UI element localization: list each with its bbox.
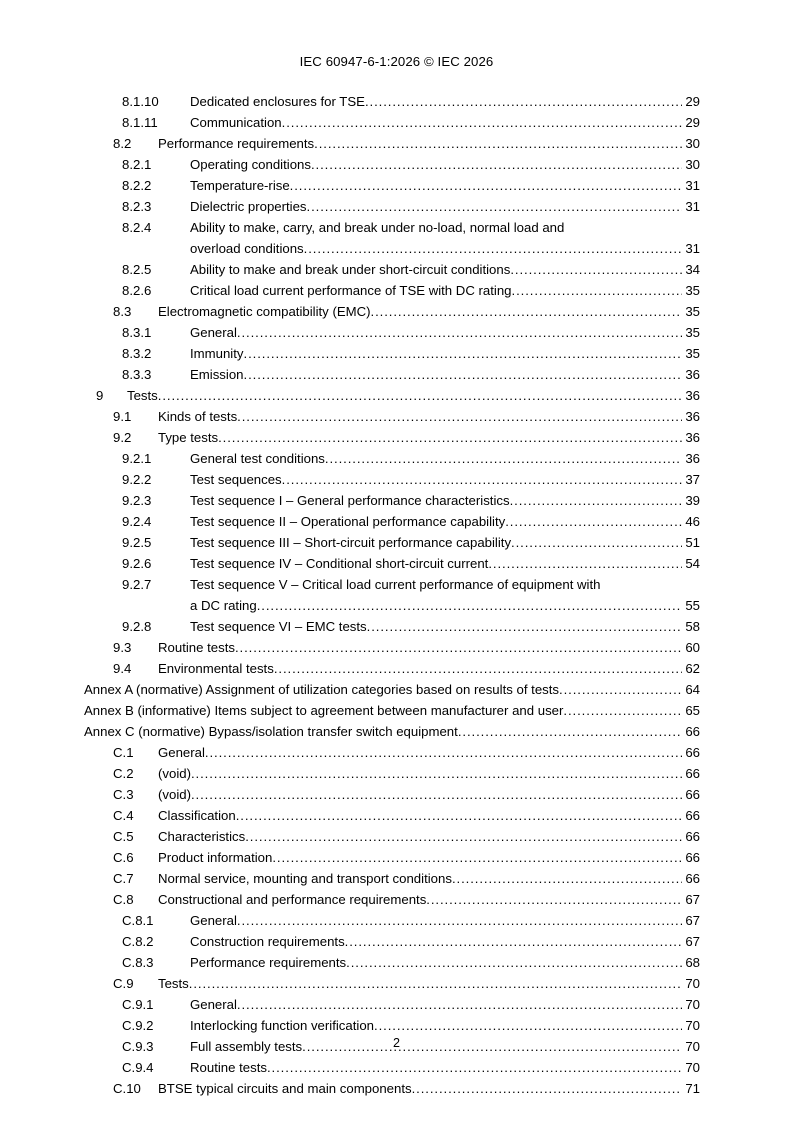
toc-leader-dots (510, 490, 682, 511)
toc-entry-number: C.8 (113, 892, 134, 907)
toc-entry-title: Dielectric properties (190, 199, 307, 214)
toc-entry[interactable] (0, 721, 793, 742)
toc-entry-number: 8.2.6 (122, 283, 152, 298)
toc-entry-number: 8.2.2 (122, 178, 152, 193)
toc-entry-title: Operating conditions (190, 157, 311, 172)
toc-entry-title: Tests (127, 388, 158, 403)
toc-entry-title-continued: overload conditions (190, 241, 304, 256)
toc-entry-number: 9.4 (113, 661, 132, 676)
toc-entry-number: C.6 (113, 850, 134, 865)
toc-leader-dots (191, 763, 682, 784)
toc-entry-page: 70 (685, 976, 700, 991)
toc-entry-title: (void) (158, 787, 191, 802)
toc-entry[interactable] (0, 994, 793, 1015)
toc-entry[interactable] (0, 469, 793, 490)
toc-entry-number: C.3 (113, 787, 134, 802)
toc-entry-page: 64 (685, 682, 700, 697)
toc-entry[interactable] (0, 259, 793, 280)
toc-entry-title: Product information (158, 850, 273, 865)
toc-leader-dots (412, 1078, 682, 1099)
toc-entry-number: 9.2.3 (122, 493, 152, 508)
toc-entry[interactable] (0, 490, 793, 511)
toc-entry-page: 30 (685, 157, 700, 172)
toc-entry[interactable] (0, 637, 793, 658)
toc-leader-dots (458, 721, 682, 742)
table-of-contents (0, 91, 793, 1099)
toc-leader-dots (218, 427, 682, 448)
toc-entry[interactable] (0, 679, 793, 700)
toc-entry-page: 71 (685, 1081, 700, 1096)
toc-entry-title: Electromagnetic compatibility (EMC) (158, 304, 371, 319)
toc-entry-number: C.1 (113, 745, 134, 760)
toc-entry-number: 8.1.11 (122, 115, 158, 130)
toc-leader-dots (244, 364, 683, 385)
toc-entry-page: 36 (685, 451, 700, 466)
toc-entry-title: Ability to make, carry, and break under no-load, normal load and (190, 220, 565, 235)
toc-leader-dots (371, 301, 682, 322)
toc-leader-dots (290, 175, 682, 196)
toc-entry-page: 70 (685, 1018, 700, 1033)
toc-leader-dots (274, 658, 682, 679)
toc-entry[interactable] (0, 91, 793, 112)
toc-entry-page: 66 (685, 871, 700, 886)
toc-entry-page: 31 (685, 199, 700, 214)
toc-entry-number: 9.2.6 (122, 556, 152, 571)
toc-entry-page: 60 (685, 640, 700, 655)
toc-leader-dots (244, 343, 683, 364)
toc-entry[interactable] (0, 763, 793, 784)
toc-entry-page: 36 (685, 430, 700, 445)
toc-entry-number: 9 (96, 388, 104, 403)
toc-entry-number: 9.2.1 (122, 451, 152, 466)
toc-entry-number: C.4 (113, 808, 134, 823)
toc-entry-number: C.8.2 (122, 934, 154, 949)
toc-entry[interactable] (0, 301, 793, 322)
toc-entry[interactable] (0, 175, 793, 196)
toc-entry-page: 66 (685, 829, 700, 844)
toc-entry-title: Test sequence V – Critical load current performance of equipment with (190, 577, 601, 592)
toc-entry-number: C.9 (113, 976, 134, 991)
toc-leader-dots (365, 91, 682, 112)
toc-entry-number: C.7 (113, 871, 134, 886)
toc-leader-dots (191, 784, 682, 805)
toc-leader-dots (282, 112, 682, 133)
toc-entry[interactable] (0, 427, 793, 448)
toc-leader-dots (559, 679, 682, 700)
toc-leader-dots (426, 889, 682, 910)
toc-entry-title: Ability to make and break under short-circuit conditions (190, 262, 511, 277)
toc-entry-page: 35 (685, 304, 700, 319)
toc-entry[interactable] (0, 805, 793, 826)
toc-entry[interactable] (0, 532, 793, 553)
toc-entry-page: 35 (685, 283, 700, 298)
toc-leader-dots (245, 826, 682, 847)
toc-entry-title-continued: a DC rating (190, 598, 257, 613)
toc-entry-number: C.8.3 (122, 955, 154, 970)
toc-leader-dots (236, 805, 682, 826)
toc-entry-title: BTSE typical circuits and main components (158, 1081, 412, 1096)
toc-leader-dots (237, 406, 682, 427)
toc-entry-number: 9.2 (113, 430, 132, 445)
toc-entry[interactable] (0, 1057, 793, 1078)
toc-entry-page: 62 (685, 661, 700, 676)
toc-entry-title: Routine tests (190, 1060, 267, 1075)
toc-entry-number: 9.1 (113, 409, 132, 424)
toc-entry-number: 8.2.5 (122, 262, 152, 277)
toc-leader-dots (237, 322, 682, 343)
toc-entry[interactable] (0, 847, 793, 868)
toc-entry[interactable] (0, 931, 793, 952)
toc-entry-title: Dedicated enclosures for TSE (190, 94, 365, 109)
toc-leader-dots (345, 931, 682, 952)
toc-entry-title: General (190, 325, 237, 340)
toc-entry-title: Emission (190, 367, 244, 382)
toc-leader-dots (325, 448, 682, 469)
toc-entry-page: 66 (685, 787, 700, 802)
toc-entry-title: Critical load current performance of TSE with DC rating (190, 283, 512, 298)
toc-entry[interactable] (0, 112, 793, 133)
toc-entry[interactable] (0, 406, 793, 427)
toc-entry-number: C.8.1 (122, 913, 154, 928)
toc-leader-dots (304, 238, 682, 259)
toc-entry-number: C.2 (113, 766, 134, 781)
toc-leader-dots (272, 847, 682, 868)
toc-entry-page: 66 (685, 724, 700, 739)
toc-entry-number: 9.2.2 (122, 472, 152, 487)
toc-entry-title: Test sequence IV – Conditional short-circuit current (190, 556, 489, 571)
toc-leader-dots (307, 196, 682, 217)
toc-entry-title: General (158, 745, 205, 760)
toc-leader-dots (205, 742, 682, 763)
toc-entry-number: 9.2.4 (122, 514, 152, 529)
toc-entry[interactable] (0, 1015, 793, 1036)
toc-entry-title: Normal service, mounting and transport conditions (158, 871, 452, 886)
toc-entry[interactable] (0, 973, 793, 994)
toc-leader-dots (267, 1057, 682, 1078)
toc-entry-page: 70 (685, 997, 700, 1012)
toc-entry-page: 31 (685, 178, 700, 193)
toc-entry-page: 66 (685, 766, 700, 781)
toc-entry-title: Test sequence II – Operational performance capability (190, 514, 506, 529)
toc-entry-page: 65 (685, 703, 700, 718)
toc-entry-page: 58 (685, 619, 700, 634)
toc-entry[interactable] (0, 784, 793, 805)
toc-entry[interactable] (0, 196, 793, 217)
toc-entry-title: Annex B (informative) Items subject to agreement between manufacturer and user (84, 703, 564, 718)
toc-entry-title: Interlocking function verification (190, 1018, 374, 1033)
toc-entry-number: 8.3.2 (122, 346, 152, 361)
toc-leader-dots (237, 910, 682, 931)
toc-entry-title: Immunity (190, 346, 244, 361)
toc-entry-title: Tests (158, 976, 189, 991)
toc-leader-dots (346, 952, 682, 973)
toc-entry-page: 67 (685, 892, 700, 907)
toc-entry-title: Performance requirements (158, 136, 315, 151)
toc-entry-page: 68 (685, 955, 700, 970)
toc-entry-number: 8.3.3 (122, 367, 152, 382)
toc-entry-title: Kinds of tests (158, 409, 238, 424)
toc-entry-number: 9.2.8 (122, 619, 152, 634)
toc-entry-title: Construction requirements (190, 934, 345, 949)
toc-entry[interactable] (0, 700, 793, 721)
toc-entry-number: 8.2.3 (122, 199, 152, 214)
toc-entry[interactable] (0, 448, 793, 469)
toc-leader-dots (512, 280, 682, 301)
toc-entry-title: Test sequence III – Short-circuit performance capability (190, 535, 512, 550)
toc-entry-page: 35 (685, 325, 700, 340)
toc-entry-title: Characteristics (158, 829, 246, 844)
toc-entry-title: Type tests (158, 430, 219, 445)
toc-leader-dots (488, 553, 682, 574)
toc-entry-title: Annex A (normative) Assignment of utilization categories based on results of tests (84, 682, 559, 697)
toc-entry[interactable] (0, 280, 793, 301)
toc-entry-number: 8.2.4 (122, 220, 152, 235)
toc-entry-title: Temperature-rise (190, 178, 290, 193)
toc-entry-page: 67 (685, 934, 700, 949)
toc-entry-page: 29 (685, 94, 700, 109)
toc-entry-title: Communication (190, 115, 282, 130)
toc-leader-dots (189, 973, 682, 994)
toc-entry-number: 8.3.1 (122, 325, 152, 340)
toc-entry[interactable] (0, 511, 793, 532)
toc-entry-page: 66 (685, 808, 700, 823)
toc-entry-page: 51 (685, 535, 700, 550)
toc-entry-title: Annex C (normative) Bypass/isolation transfer switch equipment (84, 724, 458, 739)
toc-leader-dots (158, 385, 682, 406)
toc-leader-dots (257, 595, 682, 616)
toc-entry-page: 54 (685, 556, 700, 571)
toc-entry-number: 9.2.7 (122, 577, 152, 592)
toc-entry[interactable] (0, 364, 793, 385)
toc-entry[interactable] (0, 322, 793, 343)
toc-leader-dots (511, 532, 682, 553)
toc-entry-title: General (190, 997, 237, 1012)
toc-entry-title: Test sequence VI – EMC tests (190, 619, 367, 634)
toc-entry-page: 29 (685, 115, 700, 130)
toc-entry-page: 70 (685, 1039, 700, 1054)
toc-entry[interactable] (0, 889, 793, 910)
toc-leader-dots (314, 133, 682, 154)
toc-entry-number: 8.2.1 (122, 157, 152, 172)
toc-entry-page: 67 (685, 913, 700, 928)
toc-entry-title: Environmental tests (158, 661, 274, 676)
toc-entry-page: 66 (685, 850, 700, 865)
toc-entry-title: General (190, 913, 237, 928)
toc-entry-title: Performance requirements (190, 955, 347, 970)
toc-entry[interactable] (0, 952, 793, 973)
toc-leader-dots (235, 637, 682, 658)
toc-entry[interactable] (0, 658, 793, 679)
toc-entry-number: C.9.3 (122, 1039, 154, 1054)
toc-entry[interactable] (0, 910, 793, 931)
toc-entry-page: 31 (685, 241, 700, 256)
toc-entry[interactable] (0, 1078, 793, 1099)
toc-entry-number: C.5 (113, 829, 134, 844)
toc-entry-title: General test conditions (190, 451, 325, 466)
toc-leader-dots (367, 616, 682, 637)
toc-entry-page: 30 (685, 136, 700, 151)
toc-entry-title: Full assembly tests (190, 1039, 303, 1054)
toc-entry-title: Classification (158, 808, 236, 823)
toc-leader-dots (563, 700, 682, 721)
toc-entry-page: 55 (685, 598, 700, 613)
toc-entry[interactable] (0, 574, 793, 616)
toc-entry-number: 9.2.5 (122, 535, 152, 550)
toc-entry[interactable] (0, 343, 793, 364)
toc-entry-number: C.10 (113, 1081, 141, 1096)
toc-entry-page: 34 (685, 262, 700, 277)
toc-entry-page: 66 (685, 745, 700, 760)
toc-leader-dots (311, 154, 682, 175)
toc-entry[interactable] (0, 385, 793, 406)
toc-entry-title: Routine tests (158, 640, 235, 655)
toc-entry[interactable] (0, 154, 793, 175)
toc-entry-title: (void) (158, 766, 191, 781)
toc-leader-dots (282, 469, 682, 490)
toc-entry-page: 70 (685, 1060, 700, 1075)
toc-leader-dots (505, 511, 682, 532)
toc-entry-page: 35 (685, 346, 700, 361)
running-head: IEC 60947-6-1:2026 © IEC 2026 (299, 54, 494, 69)
toc-entry-number: 8.1.10 (122, 94, 159, 109)
toc-leader-dots (237, 994, 682, 1015)
toc-entry-number: C.9.4 (122, 1060, 154, 1075)
toc-entry-page: 36 (685, 367, 700, 382)
toc-entry-page: 39 (685, 493, 700, 508)
toc-entry[interactable] (0, 826, 793, 847)
toc-leader-dots (374, 1015, 682, 1036)
toc-entry-title: Test sequence I – General performance characteristics (190, 493, 510, 508)
toc-entry-number: 8.2 (113, 136, 132, 151)
toc-entry-page: 36 (685, 388, 700, 403)
toc-entry-number: C.9.2 (122, 1018, 154, 1033)
toc-entry[interactable] (0, 742, 793, 763)
toc-entry-number: C.9.1 (122, 997, 154, 1012)
toc-entry[interactable] (0, 868, 793, 889)
toc-entry[interactable] (0, 217, 793, 259)
toc-entry-title: Constructional and performance requirements (158, 892, 427, 907)
toc-entry-title: Test sequences (190, 472, 282, 487)
toc-entry-page: 46 (685, 514, 700, 529)
toc-entry[interactable] (0, 616, 793, 637)
toc-leader-dots (452, 868, 682, 889)
toc-entry-page: 37 (685, 472, 700, 487)
toc-entry-number: 8.3 (113, 304, 132, 319)
page-number-footer: 2 (392, 1036, 400, 1050)
toc-entry-page: 36 (685, 409, 700, 424)
toc-entry[interactable] (0, 133, 793, 154)
toc-entry[interactable] (0, 553, 793, 574)
toc-entry-number: 9.3 (113, 640, 132, 655)
toc-leader-dots (510, 259, 682, 280)
